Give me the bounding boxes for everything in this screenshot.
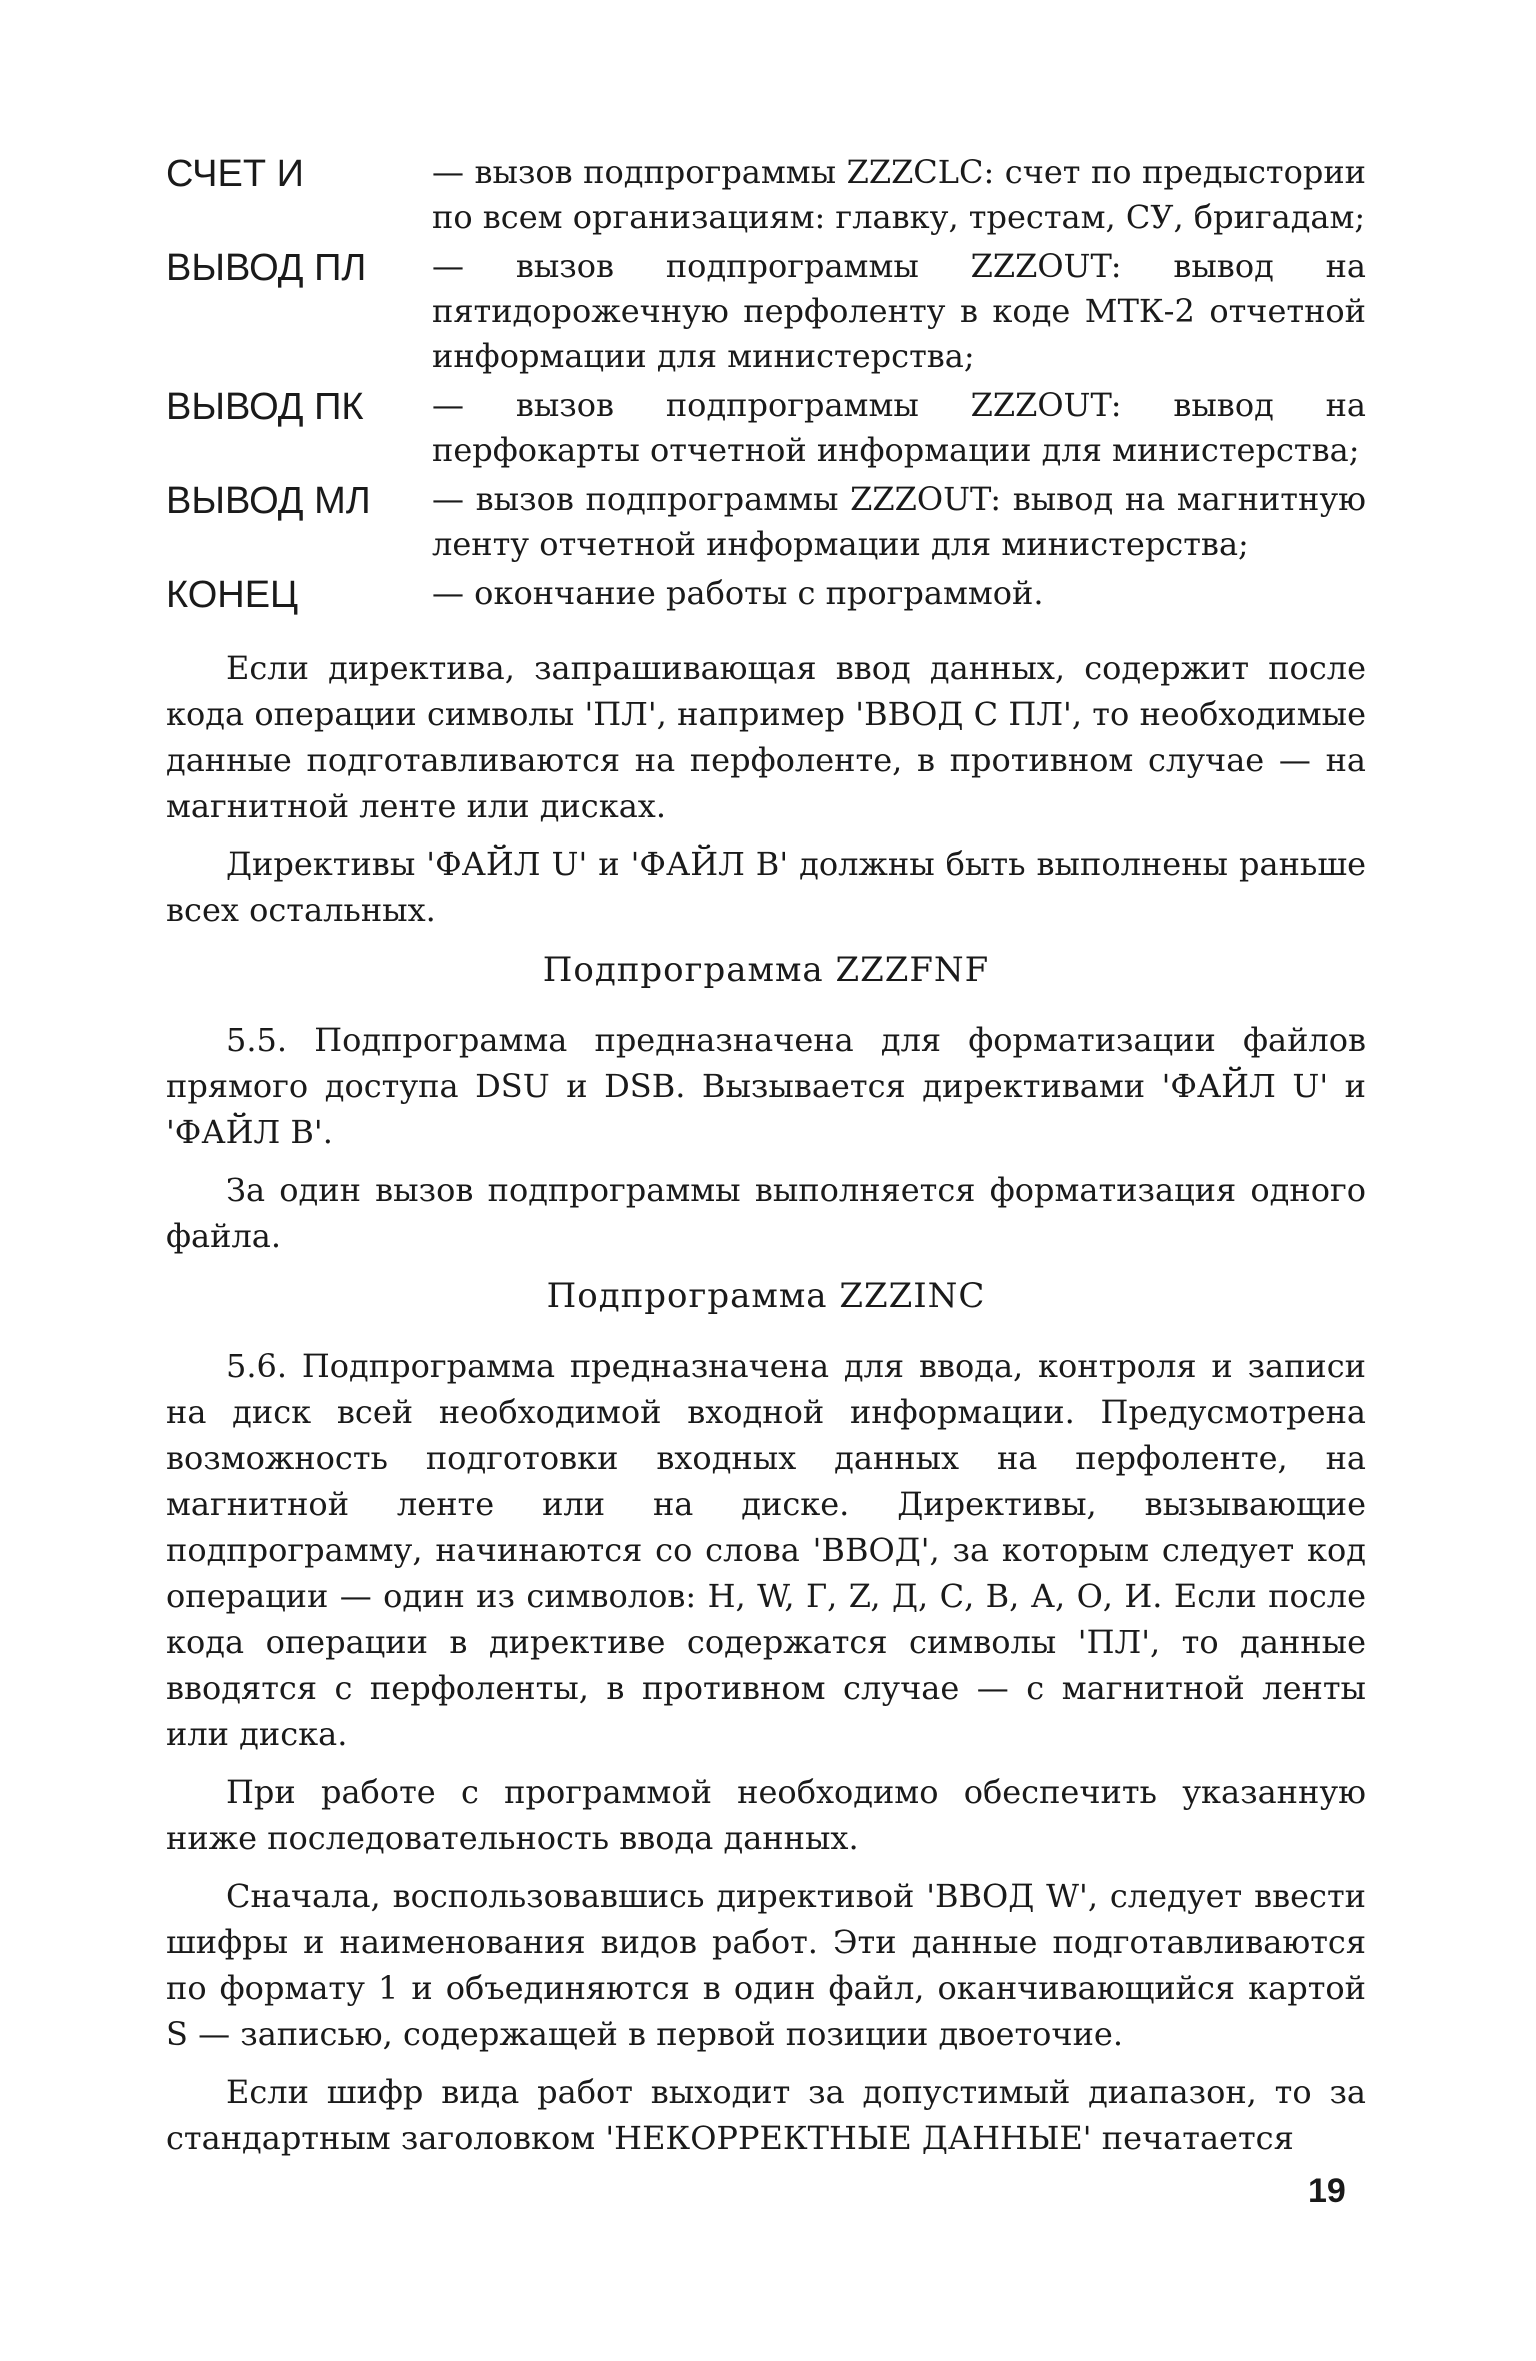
definition-term: ВЫВОД МЛ: [166, 480, 371, 522]
section-heading-zzzinc: Подпрограмма ZZZINC: [546, 1276, 986, 1316]
definition-description: — вызов подпрограммы ZZZOUT: вывод на магнитную ленту отчетной информации для министерства;: [432, 480, 1366, 563]
paragraph: 5.6. Подпрограмма предназначена для ввода, контроля и записи на диск всей необходимой входной информации. Предусмотрена возможность подготовки входных данных на перфоленте, на магнитной ленте или на диске. Директивы, вызывающие подпрограмму, начинаются со слова 'ВВОД', за которым следует код операции — один из символов: Н, W, Г, Z, Д, С, В, А, О, И. Если после кода операции в директиве содержатся символы 'ПЛ', то данные вводятся с перфоленты, в противном случае — с магнитной ленты или диска.: [166, 1347, 1366, 1753]
definition-row: [166, 244, 1366, 379]
paragraph: За один вызов подпрограммы выполняется форматизация одного файла.: [166, 1171, 1366, 1255]
paragraph: Если директива, запрашивающая ввод данных, содержит после кода операции символы 'ПЛ', например 'ВВОД С ПЛ', то необходимые данные подготавливаются на перфоленте, в противном случае — на магнитной ленте или дисках.: [166, 649, 1366, 825]
paragraph: Если шифр вида работ выходит за допустимый диапазон, то за стандартным заголовком 'НЕКОРРЕКТНЫЕ ДАННЫЕ' печатается: [166, 2073, 1366, 2157]
definition-term: ВЫВОД ПЛ: [166, 247, 367, 289]
definition-term: ВЫВОД ПК: [166, 386, 364, 428]
definition-description: — вызов подпрограммы ZZZCLC: счет по предыстории по всем организациям: главку, трестам, СУ, бригадам;: [432, 153, 1366, 236]
directive-definitions: [166, 150, 1366, 622]
definition-term: КОНЕЦ: [166, 574, 299, 616]
definition-description: — окончание работы с программой.: [432, 574, 1044, 612]
paragraph: При работе с программой необходимо обеспечить указанную ниже последовательность ввода данных.: [166, 1773, 1366, 1857]
paragraph: Сначала, воспользовавшись директивой 'ВВОД W', следует ввести шифры и наименования видов работ. Эти данные подготавливаются по формату 1 и объединяются в один файл, оканчивающийся картой S — записью, содержащей в первой позиции двоеточие.: [166, 1877, 1366, 2053]
body-text: [166, 645, 1366, 2173]
definition-description: — вызов подпрограммы ZZZOUT: вывод на перфокарты отчетной информации для министерства;: [432, 386, 1366, 469]
definition-row: [166, 571, 1366, 618]
page-number: 19: [1308, 2172, 1346, 2210]
section-heading-zzzfnf: Подпрограмма ZZZFNF: [542, 950, 990, 990]
paragraph: Директивы 'ФАЙЛ U' и 'ФАЙЛ В' должны быть выполнены раньше всех остальных.: [166, 845, 1366, 929]
definition-description: — вызов подпрограммы ZZZOUT: вывод на пятидорожечную перфоленту в коде МТК-2 отчетной информации для министерства;: [432, 247, 1366, 375]
definition-row: [166, 477, 1366, 567]
paragraph: 5.5. Подпрограмма предназначена для форматизации файлов прямого доступа DSU и DSB. Вызывается директивами 'ФАЙЛ U' и 'ФАЙЛ В'.: [166, 1021, 1366, 1151]
definition-row: [166, 150, 1366, 240]
definition-term: СЧЕТ И: [166, 153, 304, 195]
definition-row: [166, 383, 1366, 473]
